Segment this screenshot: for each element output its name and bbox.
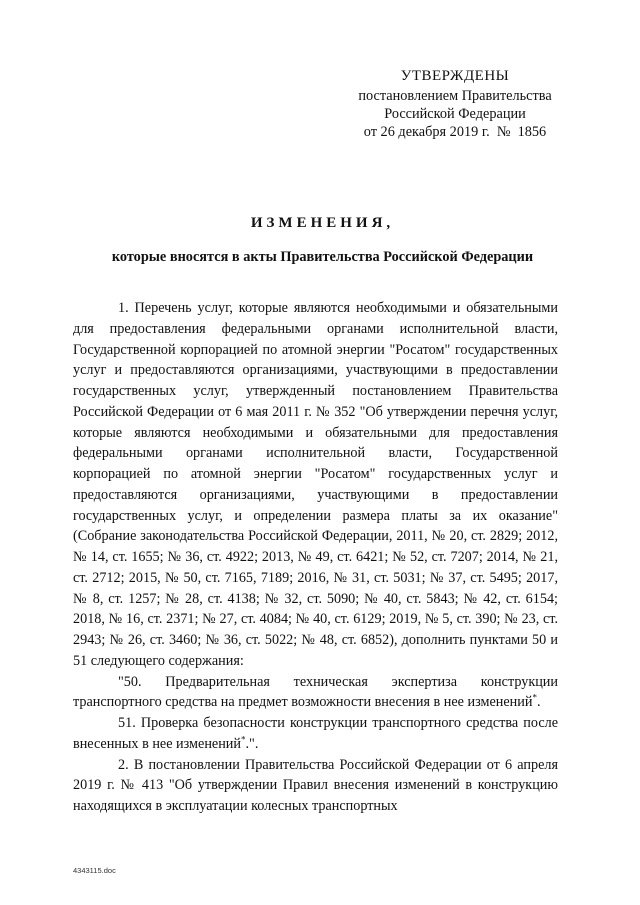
paragraph-51 bbox=[73, 713, 558, 755]
document-body bbox=[73, 298, 558, 817]
approval-date: от 26 декабря 2019 г. № 1856 bbox=[363, 124, 547, 140]
paragraph-2: 2. В постановлении Правительства Российской Федерации от 6 апреля 2019 г. № 413 "Об утверждении Правил внесения изменений в конструкцию находящихся в эксплуатации колесных транспортных bbox=[73, 756, 558, 814]
approval-stamp bbox=[330, 67, 580, 141]
paragraph-1: 1. Перечень услуг, которые являются необходимыми и обязательными для предоставления федеральными органами исполнительной власти, Государственной корпорацией по атомной энергии "Росатом" государственных услуг и предоставляются организациями, участвующими в предоставлении государственных услуг, утвержденный постановлением Правительства Российской Федерации от 6 мая 2011 г. № 352 "Об утверждении перечня услуг, которые являются необходимыми и обязательными для предоставления федеральными органами исполнительной власти, Государственной корпорацией по атомной энергии "Росатом" государственных услуг и предоставляются организациями, участвующими в предоставлении государственных услуг, и определении размера платы за их оказание" (Собрание законодательства Российской Федерации, 2011, № 20, ст. 2829; 2012, № 14, ст. 1655; № 36, ст. 4922; 2013, № 49, ст. 6421; № 52, ст. 7207; 2014, № 21, ст. 2712; 2015, № 50, ст. 7165, 7189; 2016, № 31, ст. 5031; № 37, ст. 5495; 2017, № 8, ст. 1257; № 28, ст. 4138; № 32, ст. 5090; № 40, ст. 5843; № 42, ст. 6154; 2018, № 16, ст. 2371; № 27, ст. 4084; № 40, ст. 6129; 2019, № 5, ст. 390; № 23, ст. 2943; № 26, ст. 3460; № 36, ст. 5022; № 48, ст. 6852), дополнить пунктами 50 и 51 следующего содержания: bbox=[73, 300, 558, 669]
approval-line-2: Российской Федерации bbox=[384, 106, 526, 122]
paragraph-50-text: "50. Предварительная техническая экспертиза конструкции транспортного средства на предмет возможности внесения в нее изменений bbox=[73, 673, 558, 711]
paragraph-50-end: . bbox=[536, 694, 541, 711]
approval-word: УТВЕРЖДЕНЫ bbox=[400, 68, 510, 84]
approval-line-1: постановлением Правительства bbox=[358, 88, 552, 104]
paragraph-51-end: .". bbox=[245, 735, 259, 752]
footnote-mark: * bbox=[532, 692, 537, 703]
document-title bbox=[60, 213, 585, 267]
footnote-mark: * bbox=[241, 734, 246, 745]
paragraph-50 bbox=[73, 672, 558, 714]
document-code: 4343115.doc bbox=[73, 866, 116, 875]
title-main: ИЗМЕНЕНИЯ, bbox=[250, 215, 395, 231]
title-subtitle: которые вносятся в акты Правительства Российской Федерации bbox=[111, 249, 534, 265]
paragraph-51-text: 51. Проверка безопасности конструкции транспортного средства после внесенных в нее изменений bbox=[73, 715, 558, 752]
